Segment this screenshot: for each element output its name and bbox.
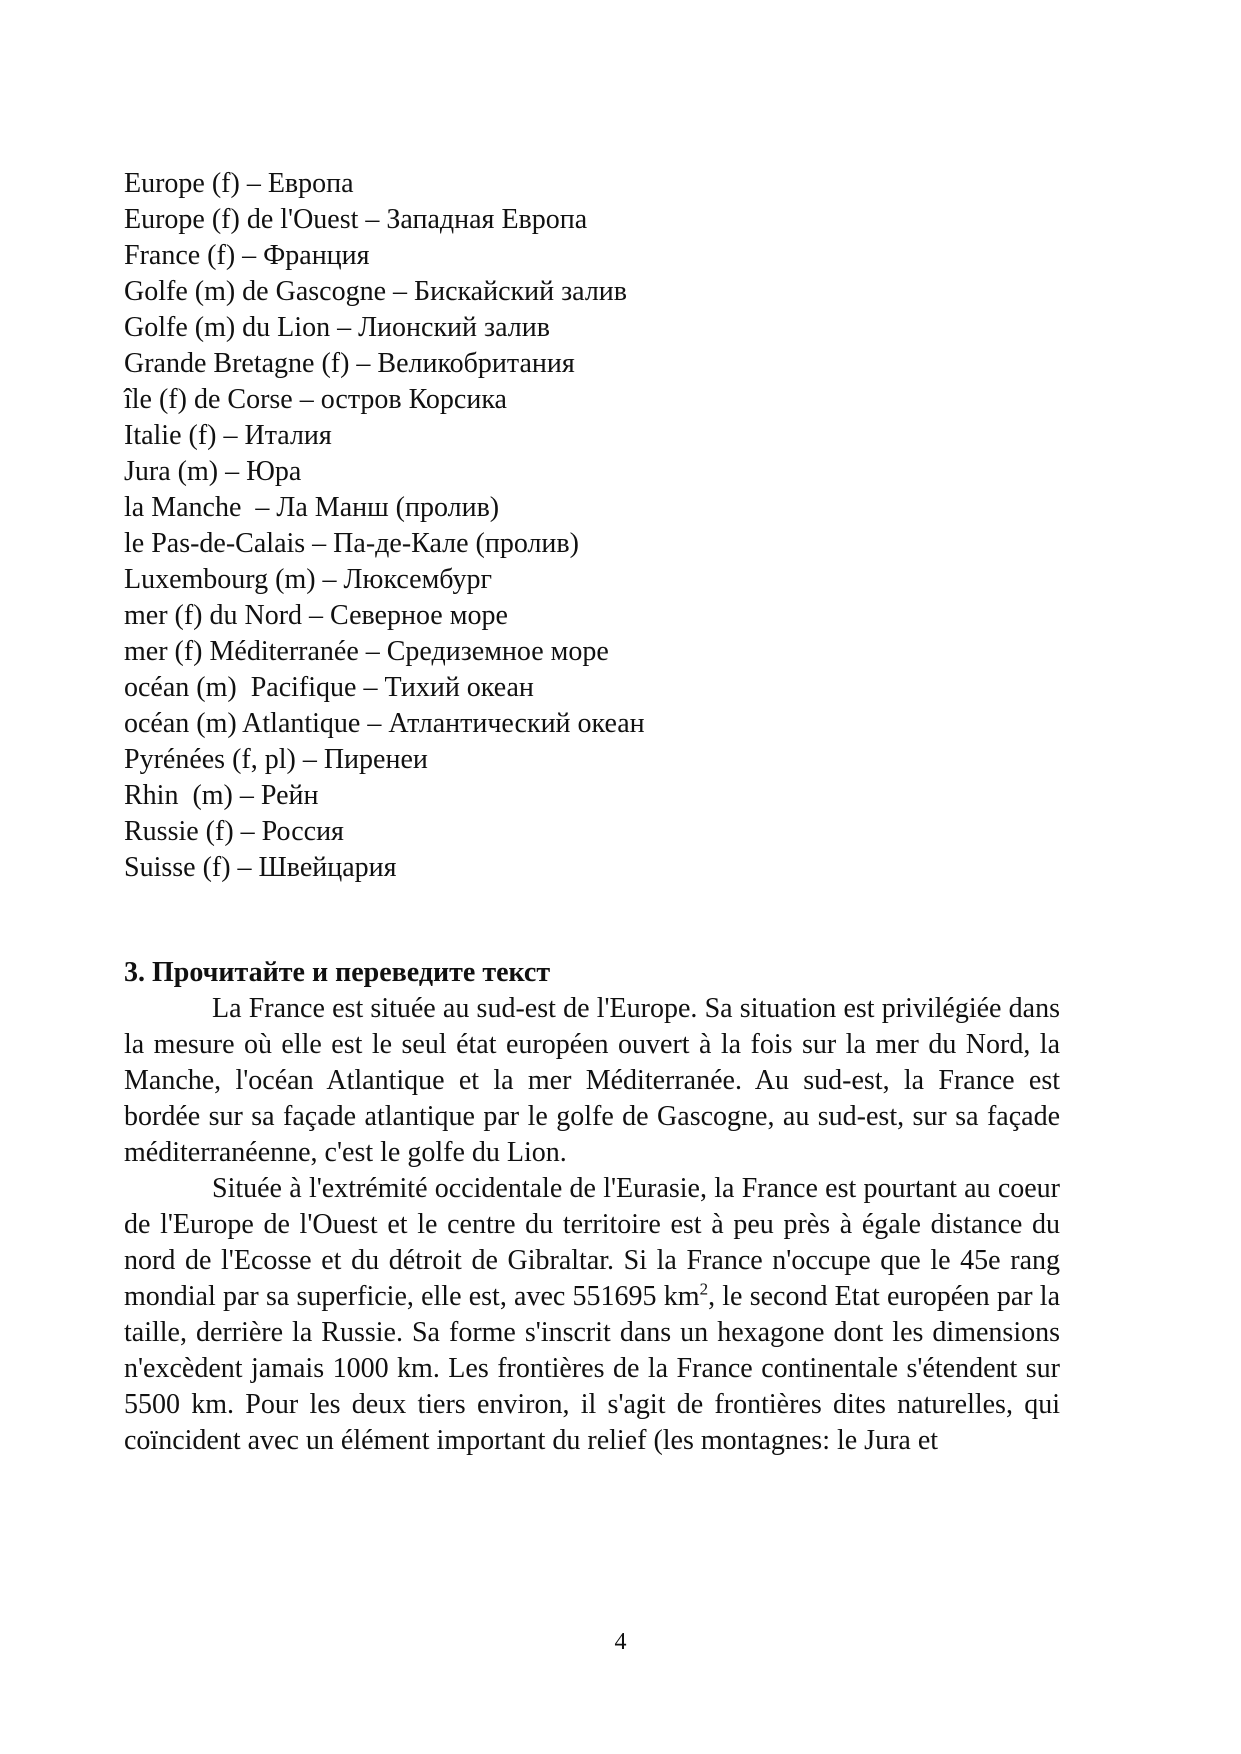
vocabulary-item: Europe (f) – Европа [124, 168, 354, 199]
reading-text [124, 991, 1060, 1459]
vocabulary-item: océan (m) Atlantique – Атлантический океан [124, 708, 645, 739]
vocabulary-item: Italie (f) – Италия [124, 420, 332, 451]
vocabulary-item: océan (m) Pacifique – Тихий океан [124, 672, 534, 703]
vocabulary-item: Rhin (m) – Рейн [124, 780, 319, 811]
vocabulary-item: la Manche – Ла Манш (пролив) [124, 492, 500, 523]
page-number: 4 [614, 1629, 627, 1655]
vocabulary-item: mer (f) du Nord – Северное море [124, 600, 508, 631]
vocabulary-item: Europe (f) de l'Ouest – Западная Европа [124, 204, 588, 235]
vocabulary-item: mer (f) Méditerranée – Средиземное море [124, 636, 609, 667]
vocabulary-item: Golfe (m) du Lion – Лионский залив [124, 312, 550, 343]
vocabulary-item: Russie (f) – Россия [124, 816, 344, 847]
vocabulary-item: Pyrénées (f, pl) – Пиренеи [124, 744, 428, 775]
vocabulary-list [124, 166, 1084, 886]
paragraph-text: , le second Etat européen par la taille, derrière la Russie. Sa forme s'inscrit dans un hexagone dont les dimensions n'excèdent jamais 1000 km. Les frontières de la France continentale s'étendent sur 5500 km. Pour les deux tiers environ, il s'agit de frontières dites naturelles, qui coïncident avec un élément important du relief (les montagnes: le Jura et [124, 1281, 1060, 1456]
superscript: 2 [699, 1279, 709, 1299]
section-heading: 3. Прочитайте и переведите текст [124, 957, 551, 988]
vocabulary-item: Jura (m) – Юра [124, 456, 302, 487]
vocabulary-item: Suisse (f) – Швейцария [124, 852, 397, 883]
paragraph: La France est située au sud-est de l'Europe. Sa situation est privilégiée dans la mesure où elle est le seul état européen ouvert à la fois sur la mer du Nord, la Manche, l'océan Atlantique et la mer Méditerranée. Au sud-est, la France est bordée sur sa façade atlantique par le golfe de Gascogne, au sud-est, sur sa façade méditerranéenne, c'est le golfe du Lion. [124, 993, 1060, 1168]
vocabulary-item: île (f) de Corse – остров Корсика [124, 384, 507, 415]
vocabulary-item: Grande Bretagne (f) – Великобритания [124, 348, 575, 379]
paragraph-text: Située à l'extrémité occidentale de l'Eurasie, la France est pourtant au coeur de l'Europe de l'Ouest et le centre du territoire est à peu près à égale distance du nord de l'Ecosse et du détroit de Gibraltar. Si la France n'occupe que le 45e rang mondial par sa superficie, elle est, avec 551695 km [124, 1173, 1060, 1312]
vocabulary-item: le Pas-de-Calais – Па-де-Кале (пролив) [124, 528, 579, 559]
vocabulary-item: Golfe (m) de Gascogne – Бискайский залив [124, 276, 628, 307]
vocabulary-item: France (f) – Франция [124, 240, 370, 271]
paragraph [124, 1171, 1060, 1459]
vocabulary-item: Luxembourg (m) – Люксембург [124, 564, 492, 595]
